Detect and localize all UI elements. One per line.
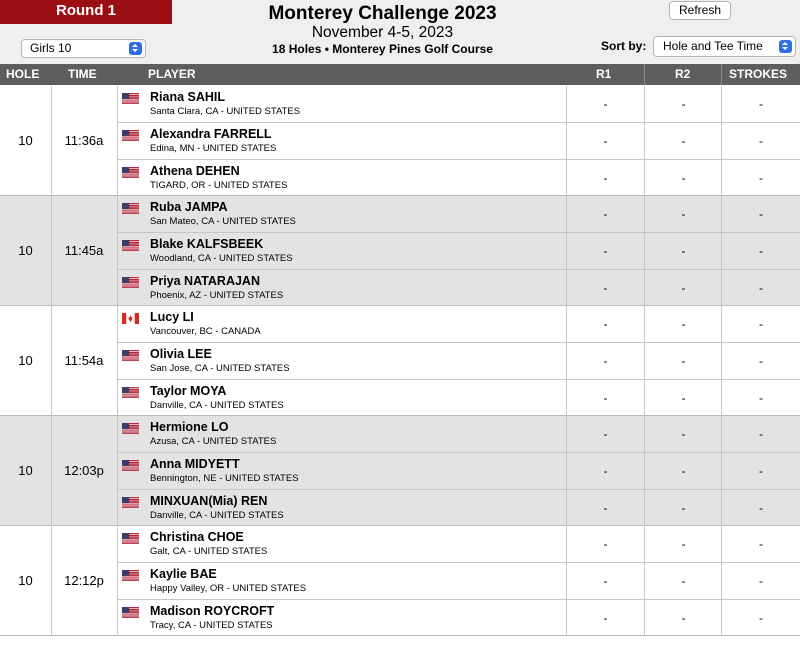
round-tab[interactable]: Round 1 xyxy=(0,0,172,24)
round-1-score: - xyxy=(603,244,608,258)
column-divider xyxy=(51,196,52,306)
player-name[interactable]: Olivia LEE xyxy=(150,347,212,361)
round-1-score: - xyxy=(603,391,608,405)
round-2-score: - xyxy=(681,574,686,588)
us-flag-icon xyxy=(122,165,139,176)
top-bar xyxy=(0,0,800,64)
us-flag-icon xyxy=(122,238,139,249)
us-flag-icon xyxy=(122,91,139,102)
player-name[interactable]: Blake KALFSBEEK xyxy=(150,237,264,251)
total-strokes: - xyxy=(759,537,763,551)
column-separator xyxy=(644,64,645,85)
round-1-score: - xyxy=(603,171,608,185)
player-name[interactable]: Alexandra FARRELL xyxy=(150,127,272,141)
column-header-hole[interactable]: HOLE xyxy=(6,67,40,81)
round-2-score: - xyxy=(681,171,686,185)
division-select[interactable] xyxy=(21,39,146,58)
tee-time: 11:54a xyxy=(64,353,104,368)
player-location: San Jose, CA - UNITED STATES xyxy=(150,363,290,374)
tee-time-group xyxy=(0,86,800,196)
us-flag-icon xyxy=(122,275,139,286)
refresh-button[interactable]: Refresh xyxy=(669,1,731,20)
player-name[interactable]: Priya NATARAJAN xyxy=(150,274,260,288)
tee-time-group xyxy=(0,416,800,526)
tee-time-group xyxy=(0,306,800,416)
player-location: Edina, MN - UNITED STATES xyxy=(150,143,277,154)
round-1-score: - xyxy=(603,354,608,368)
player-location: Phoenix, AZ - UNITED STATES xyxy=(150,290,284,301)
round-1-score: - xyxy=(603,464,608,478)
tee-time: 11:36a xyxy=(64,133,104,148)
select-arrows-icon xyxy=(779,40,792,53)
player-location: Santa Clara, CA - UNITED STATES xyxy=(150,106,301,117)
round-1-score: - xyxy=(603,427,608,441)
player-row[interactable] xyxy=(117,342,800,379)
total-strokes: - xyxy=(759,354,763,368)
canada-flag-icon xyxy=(122,311,139,322)
total-strokes: - xyxy=(759,391,763,405)
column-divider xyxy=(51,416,52,526)
us-flag-icon xyxy=(122,568,139,579)
round-1-score: - xyxy=(603,97,608,111)
player-location: Danville, CA - UNITED STATES xyxy=(150,510,284,521)
select-arrows-icon xyxy=(129,42,142,55)
player-row[interactable] xyxy=(117,196,800,233)
column-divider xyxy=(51,86,52,196)
us-flag-icon xyxy=(122,531,139,542)
player-name[interactable]: MINXUAN(Mia) REN xyxy=(150,494,268,508)
player-name[interactable]: Kaylie BAE xyxy=(150,567,217,581)
player-row[interactable] xyxy=(117,159,800,196)
total-strokes: - xyxy=(759,501,763,515)
player-name[interactable]: Riana SAHIL xyxy=(150,90,226,104)
tee-time-group xyxy=(0,526,800,636)
table-header xyxy=(0,64,800,85)
player-location: Tracy, CA - UNITED STATES xyxy=(150,620,273,631)
player-location: Happy Valley, OR - UNITED STATES xyxy=(150,583,307,594)
player-name[interactable]: Lucy LI xyxy=(150,310,194,324)
us-flag-icon xyxy=(122,495,139,506)
player-row[interactable] xyxy=(117,562,800,599)
round-1-score: - xyxy=(603,207,608,221)
player-row[interactable] xyxy=(117,599,800,636)
total-strokes: - xyxy=(759,97,763,111)
player-row[interactable] xyxy=(117,122,800,159)
player-name[interactable]: Christina CHOE xyxy=(150,530,244,544)
us-flag-icon xyxy=(122,348,139,359)
total-strokes: - xyxy=(759,134,763,148)
player-row[interactable] xyxy=(117,379,800,416)
us-flag-icon xyxy=(122,605,139,616)
total-strokes: - xyxy=(759,171,763,185)
player-row[interactable] xyxy=(117,416,800,453)
total-strokes: - xyxy=(759,317,763,331)
player-row[interactable] xyxy=(117,489,800,526)
course-info: 18 Holes • Monterey Pines Golf Course xyxy=(272,42,493,56)
column-divider xyxy=(51,526,52,636)
division-select-value: Girls 10 xyxy=(30,41,72,55)
us-flag-icon xyxy=(122,128,139,139)
sort-by-label: Sort by: xyxy=(601,39,647,53)
player-location: Azusa, CA - UNITED STATES xyxy=(150,436,277,447)
player-row[interactable] xyxy=(117,86,800,123)
player-location: San Mateo, CA - UNITED STATES xyxy=(150,216,296,227)
total-strokes: - xyxy=(759,207,763,221)
column-header-player[interactable]: PLAYER xyxy=(148,67,196,81)
round-2-score: - xyxy=(681,427,686,441)
hole-number: 10 xyxy=(18,353,33,368)
hole-number: 10 xyxy=(18,133,33,148)
player-row[interactable] xyxy=(117,232,800,269)
total-strokes: - xyxy=(759,464,763,478)
column-header-r1[interactable]: R1 xyxy=(596,67,612,81)
round-2-score: - xyxy=(681,207,686,221)
round-1-score: - xyxy=(603,537,608,551)
player-name[interactable]: Anna MIDYETT xyxy=(150,457,240,471)
player-name[interactable]: Ruba JAMPA xyxy=(150,200,228,214)
player-location: Bennington, NE - UNITED STATES xyxy=(150,473,299,484)
player-location: Danville, CA - UNITED STATES xyxy=(150,400,284,411)
round-2-score: - xyxy=(681,281,686,295)
us-flag-icon xyxy=(122,201,139,212)
player-name[interactable]: Madison ROYCROFT xyxy=(150,604,275,618)
total-strokes: - xyxy=(759,611,763,625)
us-flag-icon xyxy=(122,421,139,432)
hole-number: 10 xyxy=(18,243,33,258)
round-2-score: - xyxy=(681,317,686,331)
us-flag-icon xyxy=(122,458,139,469)
us-flag-icon xyxy=(122,385,139,396)
column-divider xyxy=(51,306,52,416)
sort-select[interactable] xyxy=(653,36,796,57)
hole-number: 10 xyxy=(18,463,33,478)
player-row[interactable] xyxy=(117,269,800,306)
round-1-score: - xyxy=(603,574,608,588)
total-strokes: - xyxy=(759,574,763,588)
round-2-score: - xyxy=(681,134,686,148)
player-location: Woodland, CA - UNITED STATES xyxy=(150,253,293,264)
round-2-score: - xyxy=(681,244,686,258)
round-2-score: - xyxy=(681,464,686,478)
round-1-score: - xyxy=(603,134,608,148)
round-1-score: - xyxy=(603,501,608,515)
round-2-score: - xyxy=(681,611,686,625)
column-header-r2[interactable]: R2 xyxy=(675,67,691,81)
round-1-score: - xyxy=(603,317,608,331)
round-2-score: - xyxy=(681,97,686,111)
player-name[interactable]: Athena DEHEN xyxy=(150,164,240,178)
player-row[interactable] xyxy=(117,306,800,343)
column-header-time[interactable]: TIME xyxy=(68,67,97,81)
total-strokes: - xyxy=(759,427,763,441)
tee-time: 11:45a xyxy=(64,243,104,258)
column-header-strokes[interactable]: STROKES xyxy=(729,67,788,81)
round-1-score: - xyxy=(603,281,608,295)
round-2-score: - xyxy=(681,537,686,551)
player-name[interactable]: Hermione LO xyxy=(150,420,229,434)
column-separator xyxy=(721,64,722,85)
player-location: Galt, CA - UNITED STATES xyxy=(150,546,268,557)
hole-number: 10 xyxy=(18,573,33,588)
tee-time-group xyxy=(0,196,800,306)
total-strokes: - xyxy=(759,244,763,258)
player-row[interactable] xyxy=(117,452,800,489)
total-strokes: - xyxy=(759,281,763,295)
event-dates: November 4-5, 2023 xyxy=(311,24,454,41)
player-location: Vancouver, BC - CANADA xyxy=(150,326,261,337)
page-title: Monterey Challenge 2023 xyxy=(268,3,497,24)
tee-time: 12:12p xyxy=(64,573,104,588)
round-2-score: - xyxy=(681,501,686,515)
player-row[interactable] xyxy=(117,526,800,563)
round-2-score: - xyxy=(681,391,686,405)
round-2-score: - xyxy=(681,354,686,368)
player-name[interactable]: Taylor MOYA xyxy=(150,384,227,398)
sort-select-value: Hole and Tee Time xyxy=(663,39,763,53)
tee-time: 12:03p xyxy=(64,463,104,478)
player-location: TIGARD, OR - UNITED STATES xyxy=(150,180,288,191)
round-1-score: - xyxy=(603,611,608,625)
